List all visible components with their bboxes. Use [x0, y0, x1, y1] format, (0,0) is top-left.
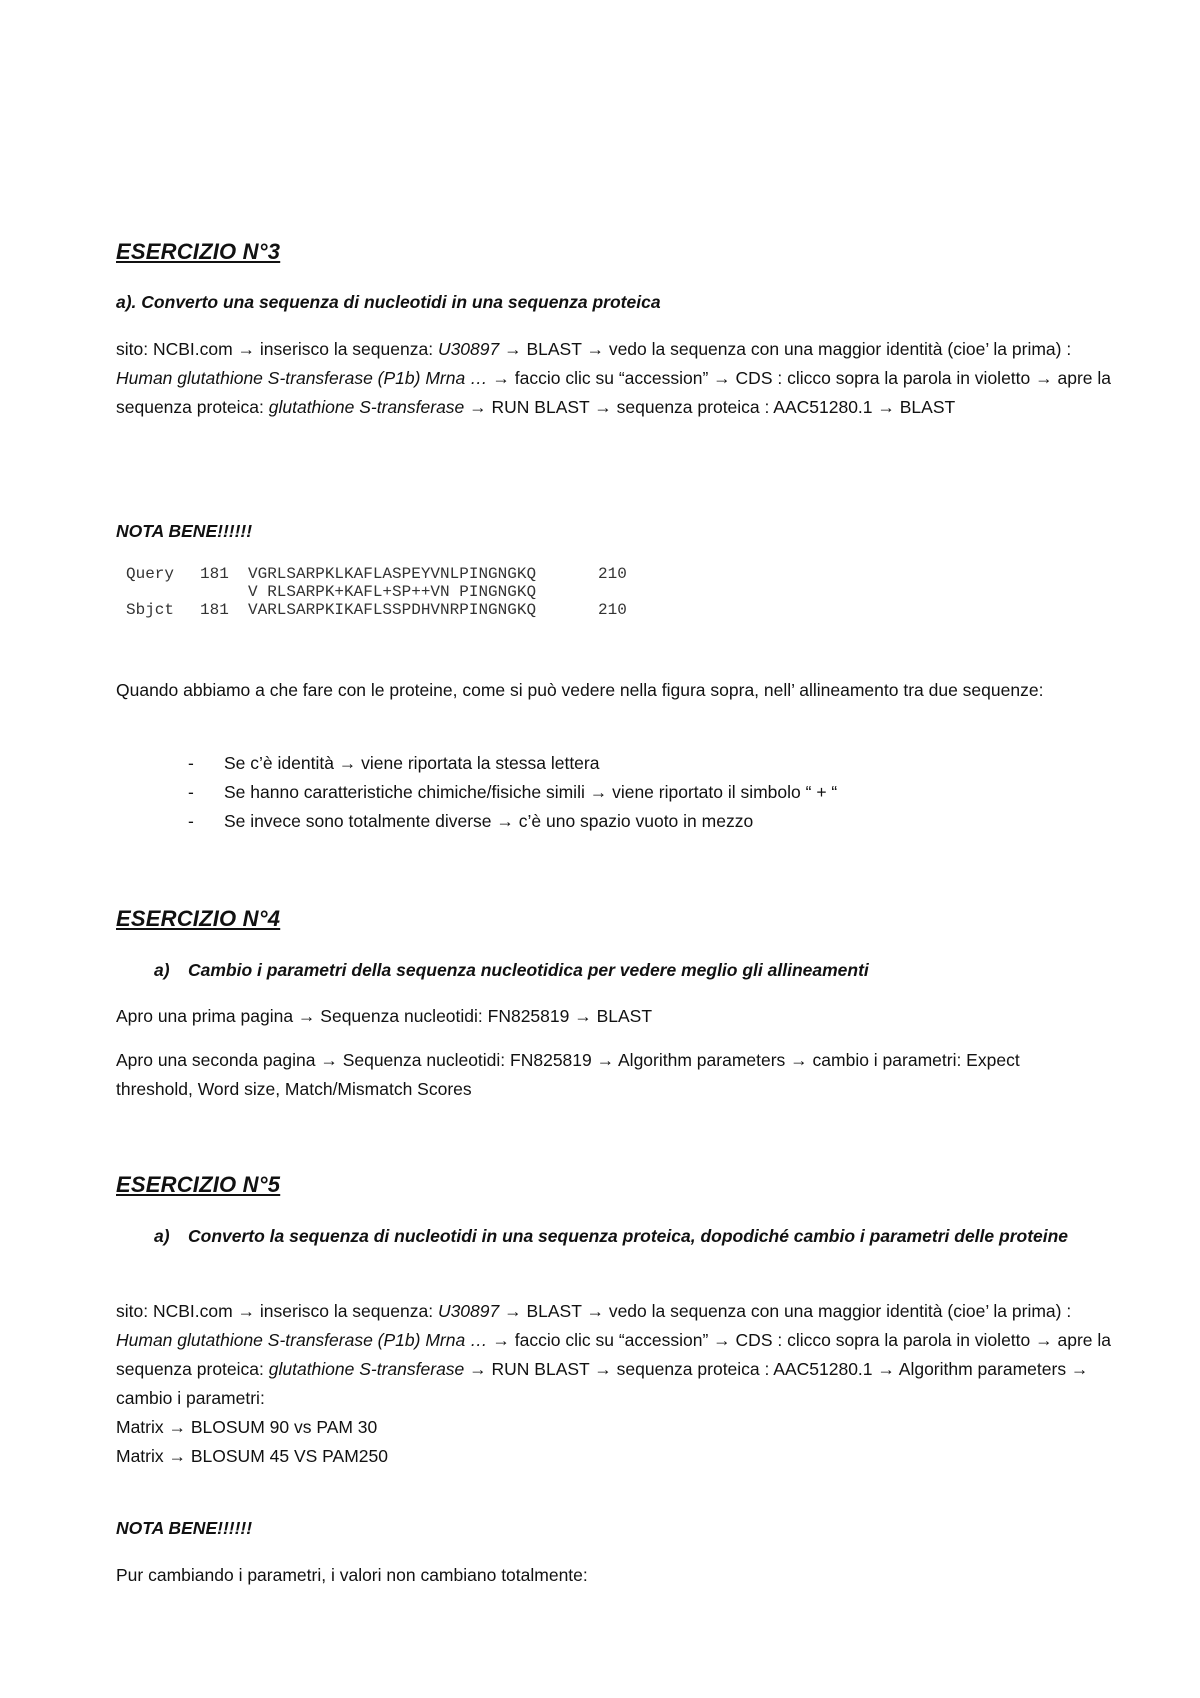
- exercise-4-heading: ESERCIZIO N°4: [116, 906, 281, 931]
- sbjct-label: Sbjct: [126, 601, 175, 619]
- exercise-4-paragraph-2: Apro una seconda pagina → Sequenza nucleotidi: FN825819 → Algorithm parameters → cambio i parametri: Expect threshold, Word size, Match/Mismatch Scores: [116, 1050, 1020, 1099]
- bullet-item: - Se c’è identità → viene riportata la stessa lettera: [188, 749, 1088, 778]
- text-run: sito: NCBI.com → inserisco la sequenza:: [116, 1301, 438, 1321]
- sbjct-start: 181: [200, 601, 229, 619]
- query-start: 181: [200, 565, 229, 583]
- exercise-4-subtitle-text: Cambio i parametri della sequenza nucleotidica per vedere meglio gli allineamenti: [188, 960, 869, 980]
- alignment-sbjct-row: [126, 601, 627, 619]
- exercise-4-subtitle-marker: a): [154, 960, 170, 980]
- exercise-5-paragraph: [116, 1297, 1116, 1413]
- exercise-5-closing: Pur cambiando i parametri, i valori non cambiano totalmente:: [116, 1565, 588, 1585]
- exercise-3-nota-bene: NOTA BENE!!!!!!: [116, 521, 253, 541]
- text-run: → BLAST → vedo la sequenza con una maggior identità (cioe’ la prima) :: [499, 339, 1072, 359]
- identity-bullet-list: [188, 749, 1088, 836]
- text-run: glutathione S-transferase: [268, 397, 465, 417]
- matrix-line-1: Matrix → BLOSUM 90 vs PAM 30: [116, 1417, 378, 1437]
- exercise-5-subtitle-marker: a): [154, 1226, 170, 1246]
- text-run: Human glutathione S-transferase (P1b) Mrna …: [116, 368, 488, 388]
- query-label: Query: [126, 565, 175, 583]
- sbjct-end: 210: [598, 601, 627, 619]
- exercise-5-subtitle-text: Converto la sequenza di nucleotidi in una sequenza proteica, dopodiché cambio i parametri delle proteine: [188, 1226, 1069, 1246]
- exercise-3-subtitle: [116, 288, 1116, 317]
- alignment-match-row: [126, 583, 598, 601]
- text-run: Human glutathione S-transferase (P1b) Mrna …: [116, 1330, 488, 1350]
- text-run: → RUN BLAST → sequenza proteica : AAC51280.1 → BLAST: [464, 397, 956, 417]
- query-sequence: VGRLSARPKLKAFLASPEYVNLPINGNGKQ: [248, 565, 537, 583]
- exercise-3-explanation: Quando abbiamo a che fare con le proteine, come si può vedere nella figura sopra, nell’ allineamento tra due sequenze:: [116, 680, 1044, 700]
- alignment-block: [126, 565, 627, 619]
- matrix-line-2: Matrix → BLOSUM 45 VS PAM250: [116, 1446, 388, 1466]
- match-line: V RLSARPK+KAFL+SP++VN PINGNGKQ: [248, 583, 537, 601]
- text-run: sito: NCBI.com → inserisco la sequenza:: [116, 339, 438, 359]
- text-run: U30897: [437, 1301, 500, 1321]
- text-run: → faccio clic su “accession” → CDS : clicco sopra la parola in violetto → apre la sequenza proteica:: [116, 1330, 1111, 1379]
- exercise-3-subtitle-prefix: a).: [116, 292, 142, 312]
- alignment-query-row: [126, 565, 627, 583]
- text-run: → faccio clic su “accession” → CDS : clicco sopra la parola in violetto → apre la sequenza proteica:: [116, 368, 1111, 417]
- text-run: U30897: [437, 339, 500, 359]
- exercise-5-nota-bene: NOTA BENE!!!!!!: [116, 1518, 253, 1538]
- bullet-item: - Se invece sono totalmente diverse → c’è uno spazio vuoto in mezzo: [188, 807, 1088, 836]
- exercise-3-heading: ESERCIZIO N°3: [116, 239, 281, 264]
- exercise-3-subtitle-text: Converto una sequenza di nucleotidi in una sequenza proteica: [141, 292, 661, 312]
- exercise-5-subtitle: [154, 1222, 1114, 1251]
- query-end: 210: [598, 565, 627, 583]
- sbjct-sequence: VARLSARPKIKAFLSSPDHVNRPINGNGKQ: [248, 601, 537, 619]
- bullet-item: - Se hanno caratteristiche chimiche/fisiche simili → viene riportato il simbolo “ + “: [188, 778, 1088, 807]
- exercise-4-subtitle: [154, 956, 1114, 985]
- exercise-4-paragraph-1: Apro una prima pagina → Sequenza nucleotidi: FN825819 → BLAST: [116, 1006, 653, 1026]
- text-run: → RUN BLAST → sequenza proteica : AAC51280.1 → Algorithm parameters → cambio i parametri:: [116, 1359, 1089, 1408]
- exercise-3-paragraph: [116, 335, 1116, 422]
- text-run: → BLAST → vedo la sequenza con una maggior identità (cioe’ la prima) :: [499, 1301, 1072, 1321]
- exercise-5-heading: ESERCIZIO N°5: [116, 1172, 281, 1197]
- text-run: glutathione S-transferase: [268, 1359, 465, 1379]
